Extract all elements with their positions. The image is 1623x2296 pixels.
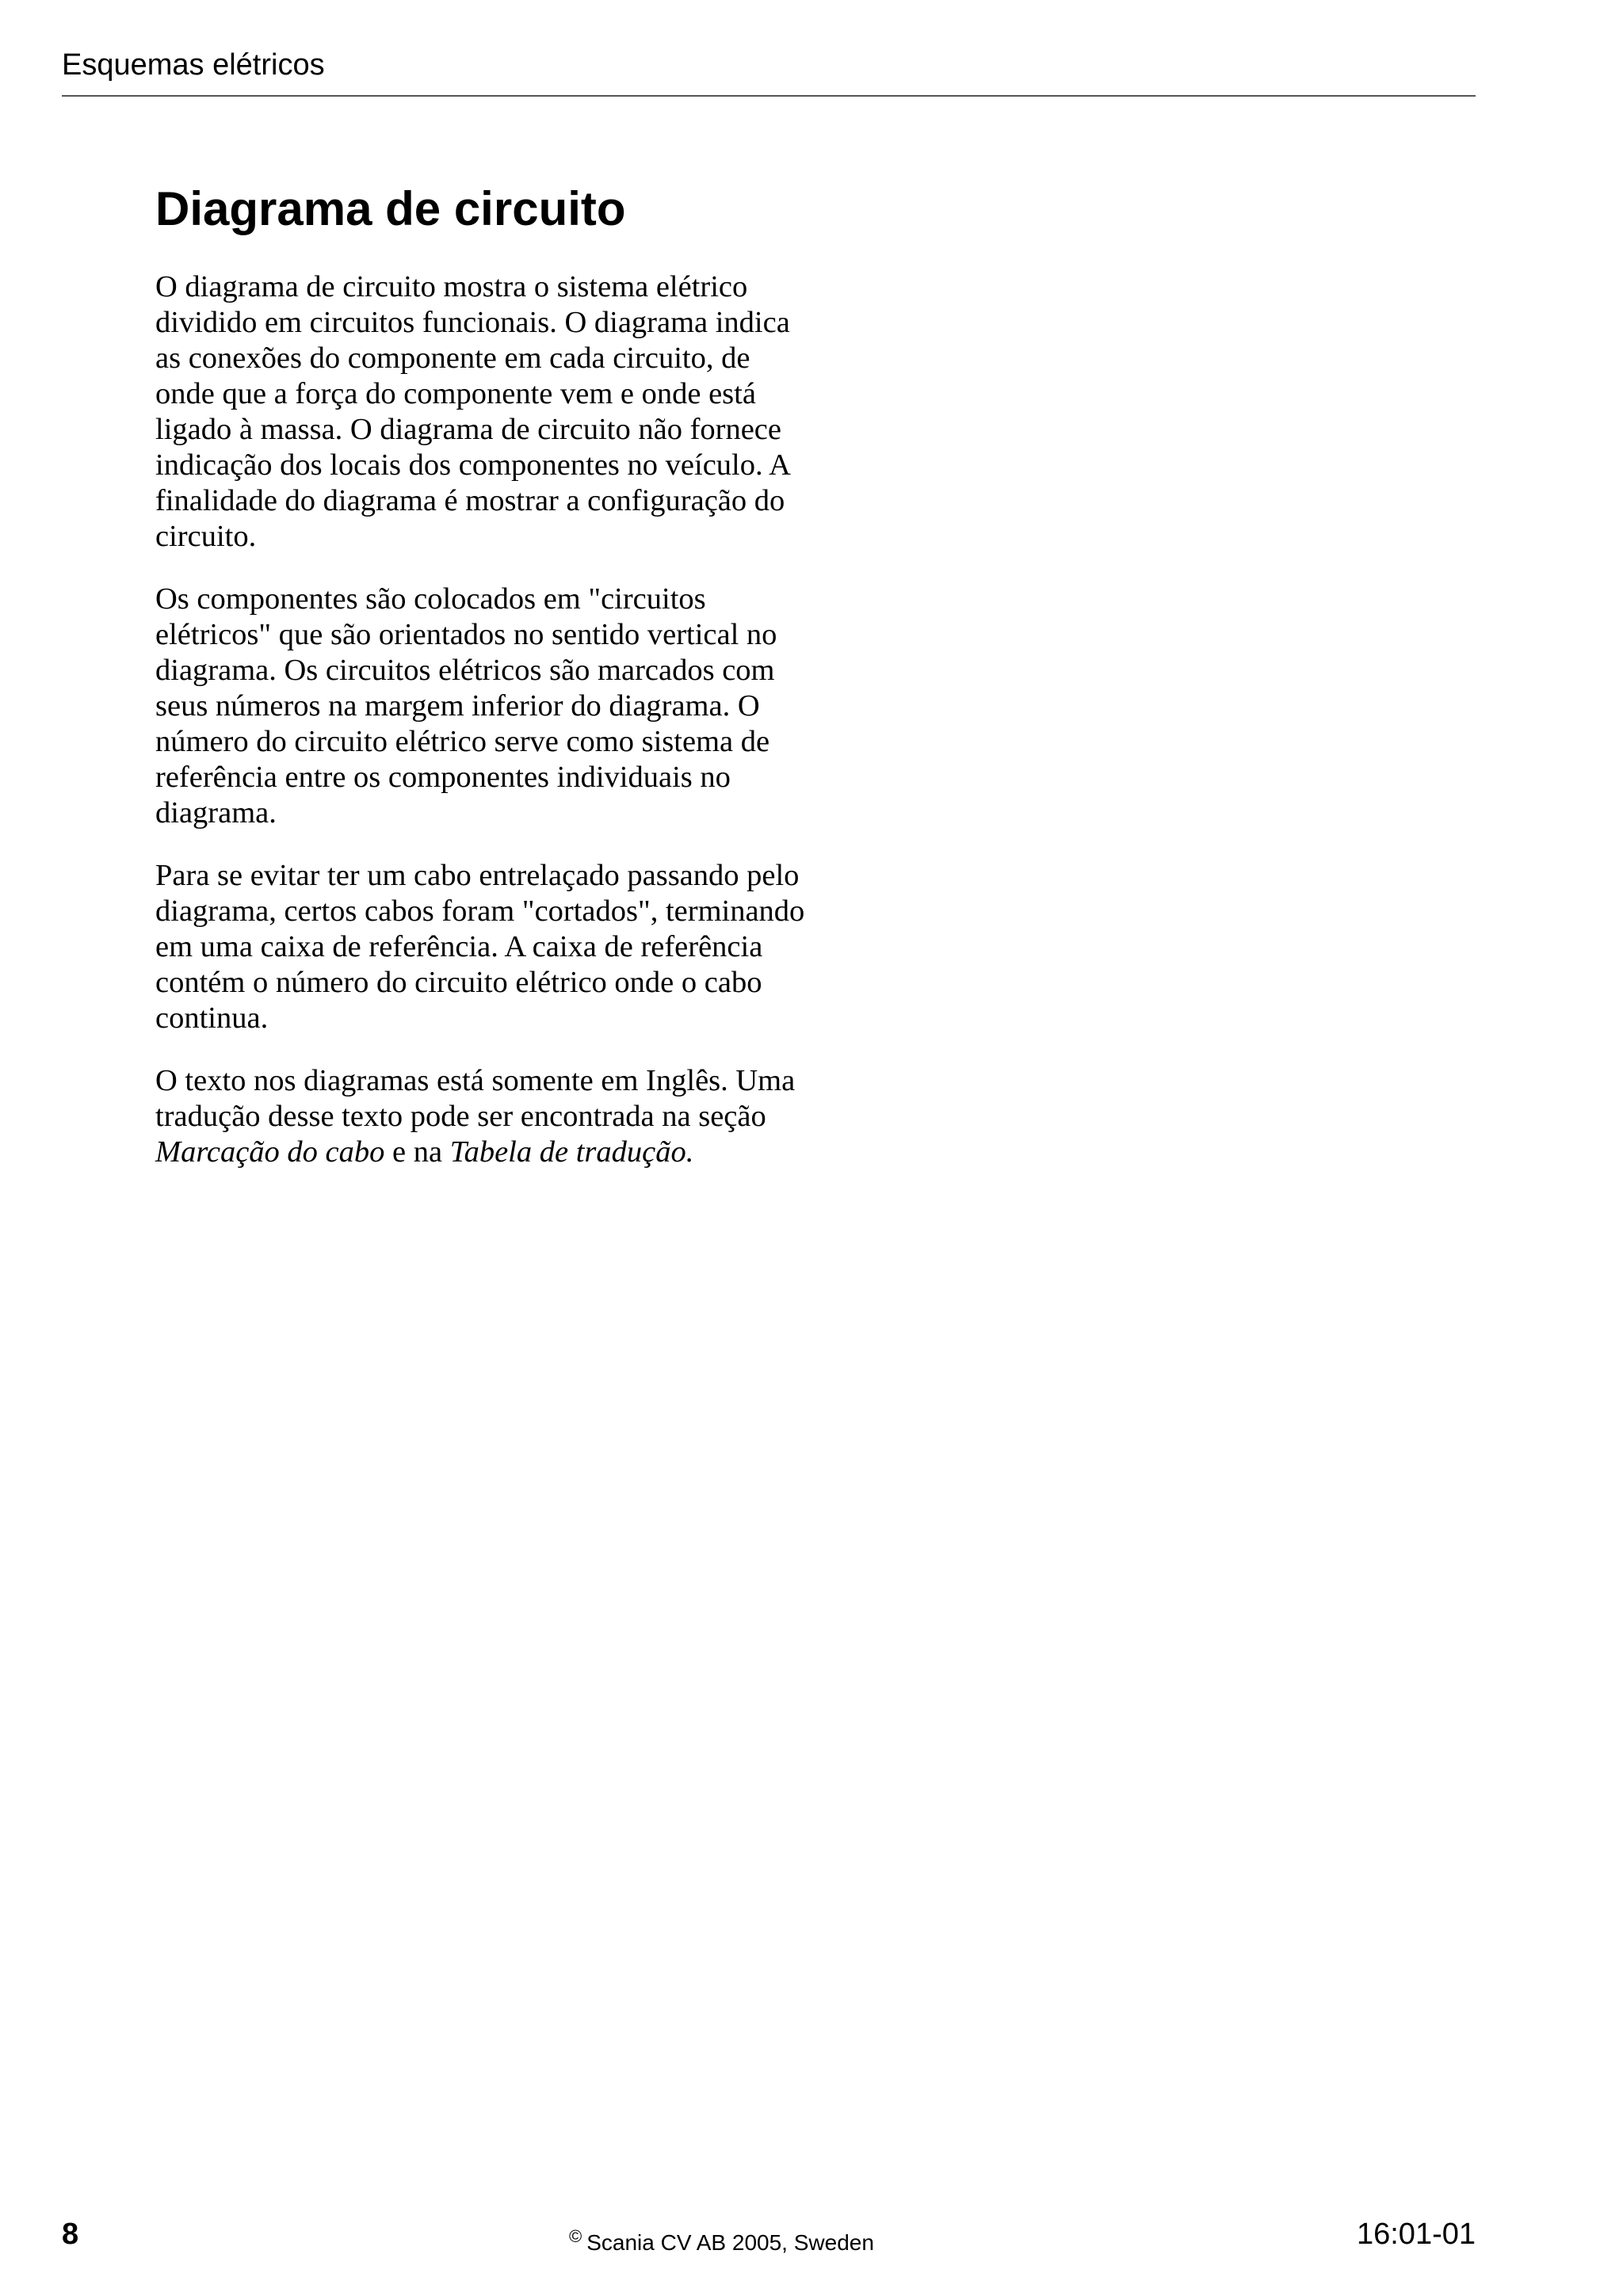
page-title: Diagrama de circuito: [155, 182, 626, 235]
paragraph-2: Os componentes são colocados em "circuitos elétricos" que são orientados no sentido vertical no diagrama. Os circuitos elétricos são marcados com seus números na margem inferior do diagrama. O número do circuito elétrico serve como sistema de referência entre os componentes individuais no diagrama.: [155, 582, 777, 830]
paragraph-3: Para se evitar ter um cabo entrelaçado passando pelo diagrama, certos cabos foram "cortados", terminando em uma caixa de referência. A caixa de referência contém o número do circuito elétrico onde o cabo continua.: [155, 859, 805, 1035]
cross-reference-translation-table[interactable]: Tabela de tradução.: [449, 1135, 694, 1169]
cross-reference-cable-marking[interactable]: Marcação do cabo: [155, 1135, 385, 1169]
copyright-symbol: ©: [569, 2226, 582, 2246]
paragraph-1: O diagrama de circuito mostra o sistema elétrico dividido em circuitos funcionais. O diagrama indica as conexões do componente em cada circuito, de onde que a força do componente vem e onde está ligado à massa. O diagrama de circuito não fornece indicação dos locais dos componentes no veículo. A finalidade do diagrama é mostrar a configuração do circuito.: [155, 270, 790, 553]
copyright-notice: [569, 2221, 874, 2259]
copyright-text: Scania CV AB 2005, Sweden: [586, 2230, 874, 2255]
header-divider: [62, 95, 1476, 97]
main-content: [155, 181, 805, 1197]
paragraph-4-text-before: O texto nos diagramas está somente em Inglês. Uma tradução desse texto pode ser encontrada na seção: [155, 1064, 796, 1133]
document-code: 16:01-01: [1356, 2218, 1476, 2251]
paragraph-4-text-middle: e na: [384, 1135, 450, 1169]
running-header: Esquemas elétricos: [62, 48, 325, 82]
page-number: 8: [62, 2218, 79, 2251]
paragraph-4: [155, 1063, 805, 1170]
